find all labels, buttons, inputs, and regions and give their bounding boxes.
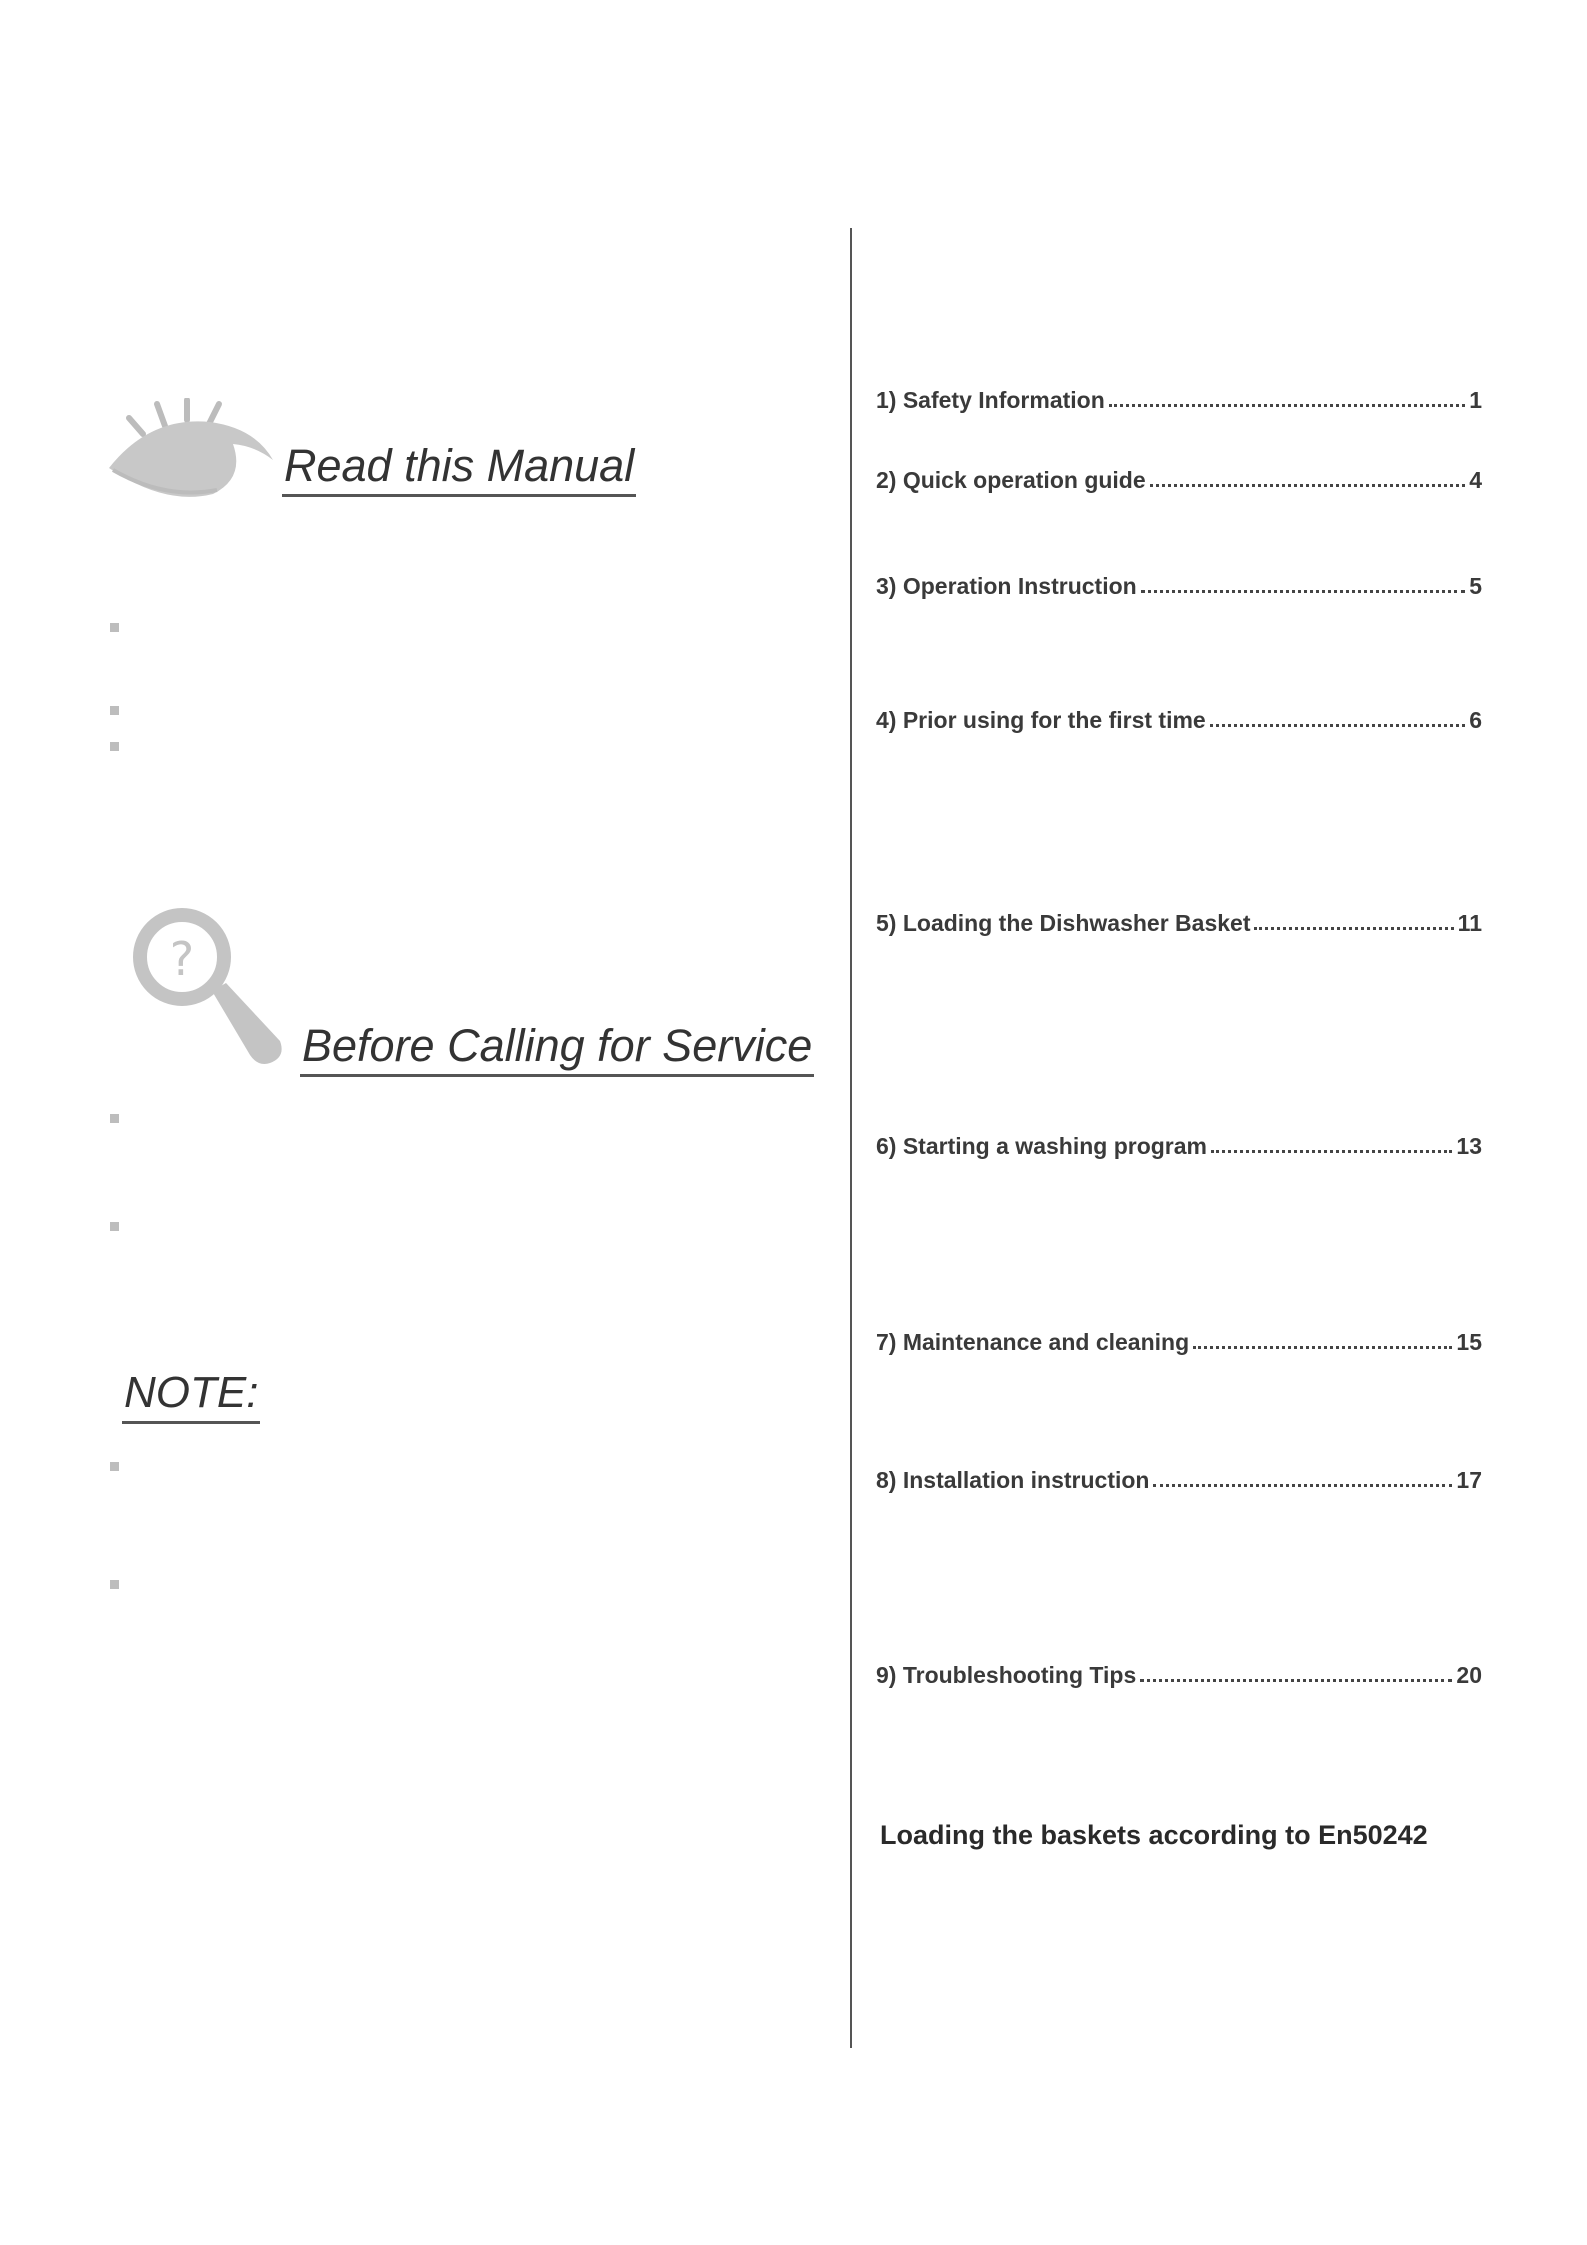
toc-item-operation [876,566,1482,600]
toc-label: 1) Safety Information [876,387,1105,413]
toc-leader [1140,1679,1452,1682]
toc-item-safety [876,380,1482,414]
eye-icon [105,398,275,503]
toc-leader [1210,724,1465,727]
bullet-marker [110,1222,119,1231]
toc-leader [1150,484,1466,487]
toc-item-troubleshooting [876,1655,1482,1689]
toc-label: 8) Installation instruction [876,1467,1150,1493]
toc-leader [1141,590,1466,593]
toc-item-quick-guide [876,460,1482,494]
toc-page: 20 [1456,1662,1482,1688]
toc-label: 9) Troubleshooting Tips [876,1662,1137,1688]
toc-item-first-use [876,700,1482,734]
toc-item-installation [876,1460,1482,1494]
note-heading: NOTE: [122,1368,260,1424]
loading-baskets-note: Loading the baskets according to En50242 [880,1820,1428,1850]
read-manual-heading: Read this Manual [282,440,636,497]
toc-leader [1153,1484,1452,1487]
toc-page: 6 [1469,707,1482,733]
toc-label: 4) Prior using for the first time [876,707,1206,733]
toc-page: 1 [1469,387,1482,413]
toc-page: 15 [1456,1329,1482,1355]
bullet-marker [110,742,119,751]
bullet-marker [110,1114,119,1123]
toc-page: 5 [1469,573,1482,599]
magnifier-question-icon [130,905,290,1075]
toc-item-washing [876,1126,1482,1160]
toc-page: 4 [1469,467,1482,493]
toc-item-loading [876,903,1482,937]
toc-label: 7) Maintenance and cleaning [876,1329,1190,1355]
toc-leader [1109,404,1465,407]
toc-label: 2) Quick operation guide [876,467,1146,493]
toc-leader [1193,1346,1452,1349]
toc-leader [1211,1150,1452,1153]
toc-label: 5) Loading the Dishwasher Basket [876,910,1251,936]
bullet-marker [110,623,119,632]
toc-page: 17 [1456,1467,1482,1493]
before-service-heading: Before Calling for Service [300,1020,814,1077]
column-divider [850,228,852,2048]
toc-label: 6) Starting a washing program [876,1133,1207,1159]
toc-page: 13 [1456,1133,1482,1159]
toc-item-maintenance [876,1322,1482,1356]
bullet-marker [110,706,119,715]
toc-page: 11 [1457,910,1482,936]
toc-label: 3) Operation Instruction [876,573,1137,599]
svg-text:?: ? [169,932,195,986]
bullet-marker [110,1462,119,1471]
bullet-marker [110,1580,119,1589]
toc-leader [1254,927,1453,930]
